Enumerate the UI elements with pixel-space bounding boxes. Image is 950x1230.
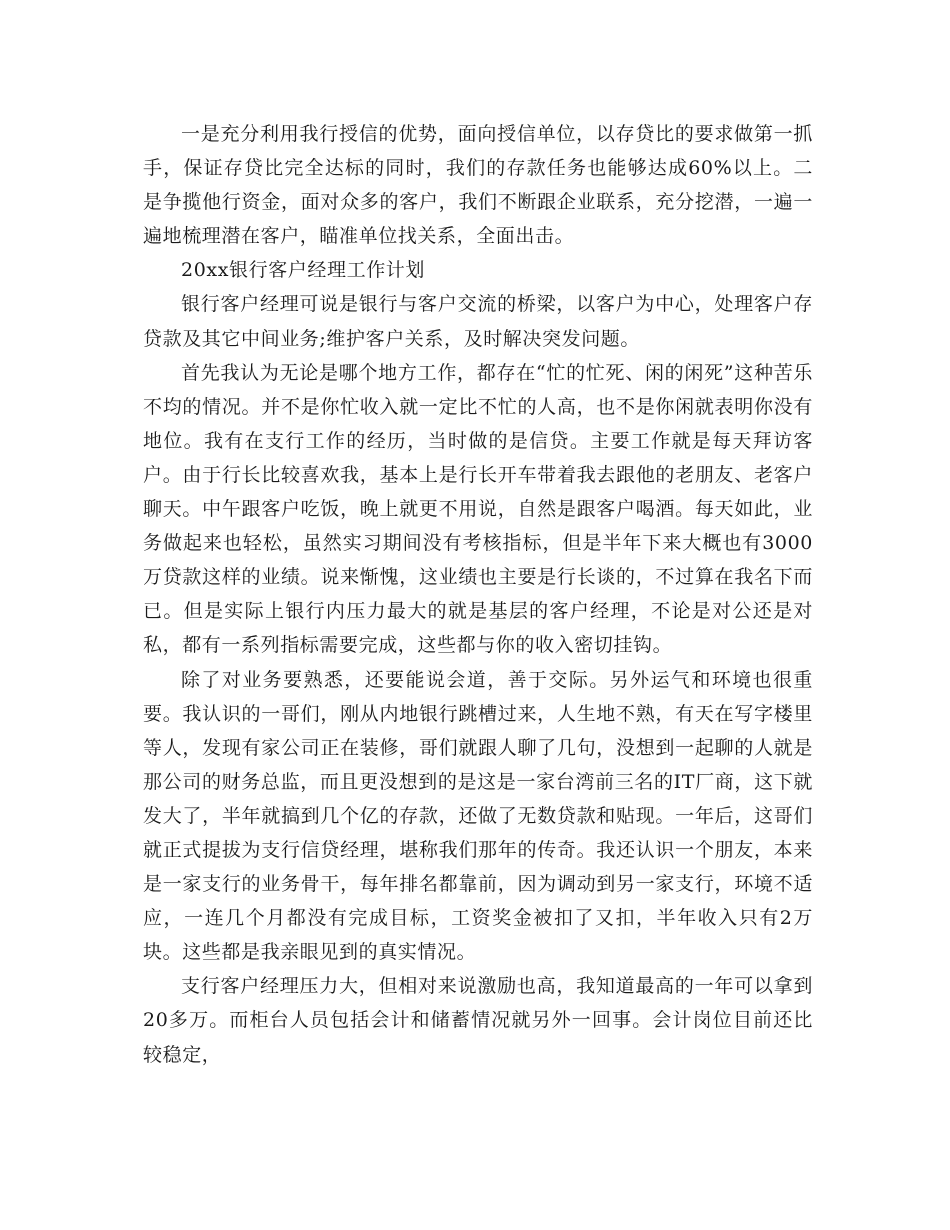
paragraph-role-definition: 银行客户经理可说是银行与客户交流的桥梁，以客户为中心，处理客户存贷款及其它中间业务;维护客户关系，及时解决突发问题。 [143,293,813,350]
paragraph-work-experience: 首先我认为无论是哪个地方工作，都存在“忙的忙死、闲的闲死”这种苦乐不均的情况。并不是你忙收入就一定比不忙的人高，也不是你闲就表明你没有地位。我有在支行工作的经历，当时做的是信贷。主要工作就是每天拜访客户。由于行长比较喜欢我，基本上是行长开车带着我去跟他的老朋友、老客户聊天。中午跟客户吃饭，晚上就更不用说，自然是跟客户喝酒。每天如此，业务做起来也轻松，虽然实习期间没有考核指标，但是半年下来大概也有3000万贷款这样的业绩。说来惭愧，这业绩也主要是行长谈的，不过算在我名下而已。但是实际上银行内压力最大的就是基层的客户经理，不论是对公还是对私，都有一系列指标需要完成，这些都与你的收入密切挂钩。 [143,361,813,657]
paragraph-funding-strategy: 一是充分利用我行授信的优势，面向授信单位，以存贷比的要求做第一抓手，保证存贷比完全达标的同时，我们的存款任务也能够达成60%以上。二是争揽他行资金，面对众多的客户，我们不断跟企业联系，充分挖潜，一遍一遍地梳理潜在客户，瞄准单位找关系，全面出击。 [143,123,813,248]
paragraph-networking: 除了对业务要熟悉，还要能说会道，善于交际。另外运气和环境也很重要。我认识的一哥们，刚从内地银行跳槽过来，人生地不熟，有天在写字楼里等人，发现有家公司正在装修，哥们就跟人聊了几句，没想到一起聊的人就是那公司的财务总监，而且更没想到的是这是一家台湾前三名的IT厂商，这下就发大了，半年就搞到几个亿的存款，还做了无数贷款和贴现。一年后，这哥们就正式提拔为支行信贷经理，堪称我们那年的传奇。我还认识一个朋友，本来是一家支行的业务骨干，每年排名都靠前，因为调动到另一家支行，环境不适应，一连几个月都没有完成目标，工资奖金被扣了又扣，半年收入只有2万块。这些都是我亲眼见到的真实情况。 [143,668,813,964]
document-body [143,117,813,1072]
paragraph-pressure-incentives: 支行客户经理压力大，但相对来说激励也高，我知道最高的一年可以拿到20多万。而柜台人员包括会计和储蓄情况就另外一回事。会计岗位目前还比较稳定， [143,975,813,1066]
section-heading: 20xx银行客户经理工作计划 [181,259,426,282]
